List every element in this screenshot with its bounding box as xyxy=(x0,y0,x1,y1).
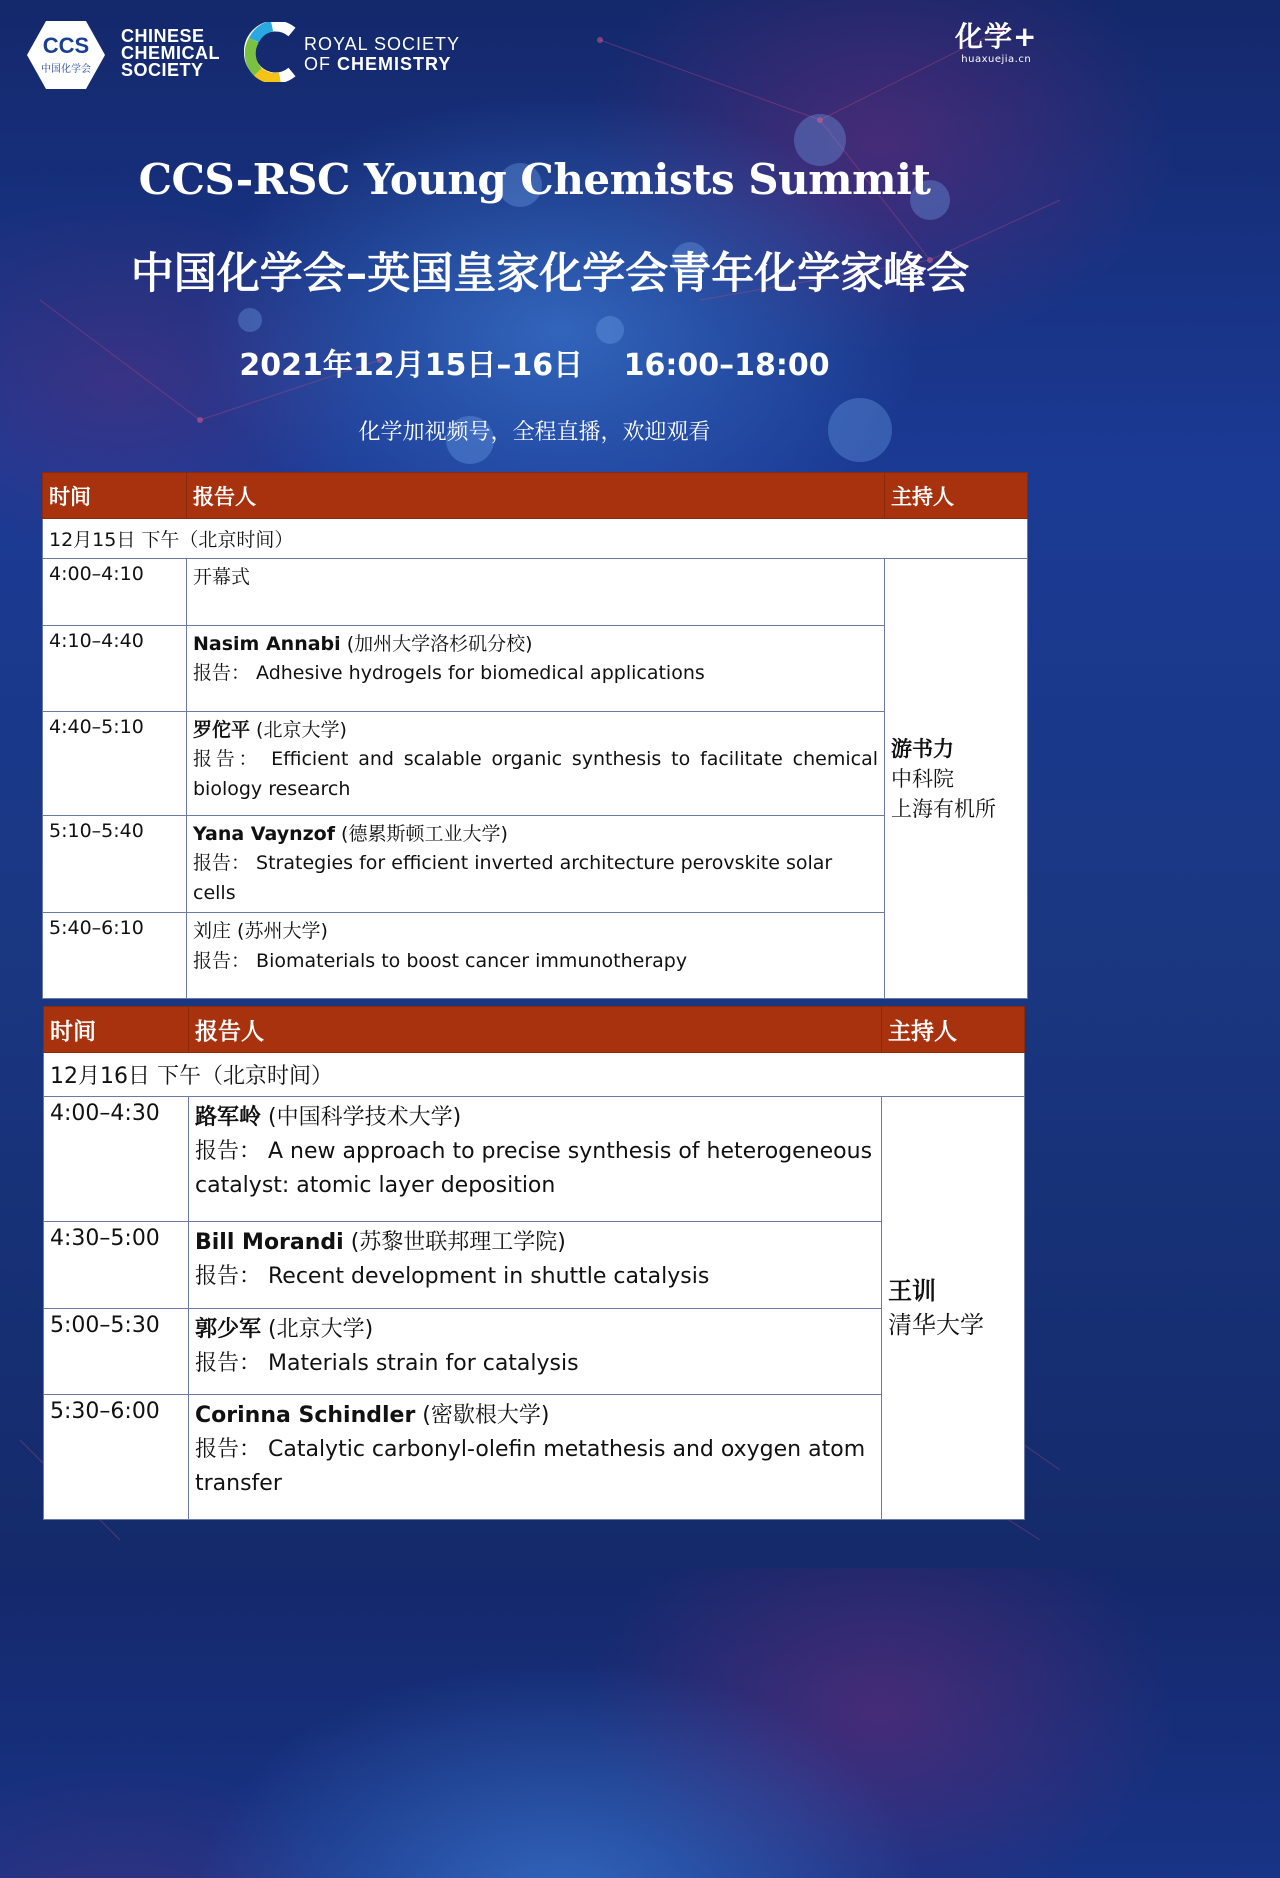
slot-time: 5:30–6:00 xyxy=(44,1395,189,1520)
table-row xyxy=(43,816,1028,913)
talk-title: 报告： Materials strain for catalysis xyxy=(195,1351,579,1377)
col-header-speaker: 报告人 xyxy=(189,1007,882,1053)
table-row xyxy=(44,1222,1025,1309)
speaker-affiliation: (密歇根大学) xyxy=(415,1403,550,1428)
speaker-affiliation: (北京大学) xyxy=(250,719,347,741)
slot-time: 4:10–4:40 xyxy=(43,626,187,712)
speaker-name: Yana Vaynzof xyxy=(193,823,335,845)
speaker-affiliation: (苏黎世联邦理工学院) xyxy=(343,1230,566,1255)
col-header-speaker: 报告人 xyxy=(187,473,885,519)
col-header-time: 时间 xyxy=(43,473,187,519)
slot-talk xyxy=(189,1097,882,1222)
slot-time: 5:10–5:40 xyxy=(43,816,187,913)
slot-talk xyxy=(187,913,885,999)
title-english: CCS-RSC Young Chemists Summit xyxy=(138,155,931,204)
speaker-affiliation: (德累斯顿工业大学) xyxy=(335,823,508,845)
speaker-name: 路军岭 xyxy=(195,1105,262,1130)
ccs-name: CHINESE CHEMICAL SOCIETY xyxy=(121,26,220,80)
speaker-name: Bill Morandi xyxy=(195,1230,344,1255)
host-cell xyxy=(882,1097,1025,1520)
col-header-time: 时间 xyxy=(44,1007,189,1053)
speaker-affiliation: (苏州大学) xyxy=(231,920,328,943)
slot-time: 4:40–5:10 xyxy=(43,712,187,816)
slot-talk xyxy=(187,712,885,816)
talk-title: 报告： Recent development in shuttle catalysis xyxy=(195,1264,710,1290)
slot-talk xyxy=(187,816,885,913)
speaker-name: 刘庄 xyxy=(193,920,232,943)
schedule-table-day1 xyxy=(42,472,1028,999)
talk-title: 报告： A new approach to precise synthesis of heterogeneous catalyst: atomic layer deposition xyxy=(195,1139,873,1199)
slot-time: 5:00–5:30 xyxy=(44,1309,189,1395)
title-chinese: 中国化学会–英国皇家化学会青年化学家峰会 xyxy=(130,249,970,299)
slot-talk xyxy=(189,1309,882,1395)
col-header-host: 主持人 xyxy=(882,1007,1025,1053)
talk-title: 报告： Efficient and scalable organic synthesis to facilitate chemical biology research xyxy=(193,748,878,800)
table-header-row xyxy=(44,1007,1025,1053)
schedule-table-day2 xyxy=(43,1006,1025,1520)
event-date-time: 2021年12月15日–16日 16:00–18:00 xyxy=(239,348,830,383)
rsc-logo xyxy=(244,22,300,82)
host-name: 王训 xyxy=(888,1277,936,1305)
table-row xyxy=(44,1309,1025,1395)
slot-speaker: 开幕式 xyxy=(187,559,885,626)
live-stream-note: 化学加视频号，全程直播，欢迎观看 xyxy=(358,420,711,445)
talk-title: 报告： Adhesive hydrogels for biomedical applications xyxy=(193,662,705,685)
slot-time: 4:00–4:10 xyxy=(43,559,187,626)
slot-talk xyxy=(189,1222,882,1309)
table-header-row xyxy=(43,473,1028,519)
col-header-host: 主持人 xyxy=(885,473,1028,519)
speaker-name: 罗佗平 xyxy=(193,719,251,741)
talk-title: 报告： Catalytic carbonyl-olefin metathesis and oxygen atom transfer xyxy=(195,1437,866,1497)
table-row xyxy=(43,626,1028,712)
rsc-name: ROYAL SOCIETY OF CHEMISTRY xyxy=(304,34,461,74)
speaker-affiliation: (加州大学洛杉矶分校) xyxy=(340,633,533,655)
speaker-affiliation: (北京大学) xyxy=(261,1317,374,1342)
table-row xyxy=(43,913,1028,999)
table-row xyxy=(44,1097,1025,1222)
host-affiliation: 上海有机所 xyxy=(891,796,996,821)
slot-talk xyxy=(189,1395,882,1520)
host-cell xyxy=(885,559,1028,999)
day-date-label: 12月16日 下午（北京时间） xyxy=(44,1053,1025,1097)
table-row xyxy=(44,1395,1025,1520)
table-row xyxy=(43,712,1028,816)
slot-time: 4:30–5:00 xyxy=(44,1222,189,1309)
svg-text:中国化学会: 中国化学会 xyxy=(41,64,91,75)
speaker-name: Corinna Schindler xyxy=(195,1403,416,1428)
slot-talk xyxy=(187,626,885,712)
ccs-logo xyxy=(26,20,106,90)
host-affiliation: 清华大学 xyxy=(888,1311,984,1339)
svg-text:CCS: CCS xyxy=(42,33,90,58)
speaker-affiliation: (中国科学技术大学) xyxy=(261,1105,462,1130)
table-row xyxy=(43,559,1028,626)
host-affiliation: 中科院 xyxy=(891,766,954,791)
slot-time: 4:00–4:30 xyxy=(44,1097,189,1222)
slot-time: 5:40–6:10 xyxy=(43,913,187,999)
talk-title: 报告： Biomaterials to boost cancer immunotherapy xyxy=(193,949,688,972)
talk-title: 报告： Strategies for efficient inverted architecture perovskite solar cells xyxy=(193,852,833,904)
day-date-label: 12月15日 下午（北京时间） xyxy=(43,519,1028,559)
speaker-name: 郭少军 xyxy=(195,1317,262,1342)
host-name: 游书力 xyxy=(891,736,954,761)
speaker-name: Nasim Annabi xyxy=(193,633,341,655)
huaxuejia-logo: 化学+ huaxuejia.cn xyxy=(955,20,1038,65)
